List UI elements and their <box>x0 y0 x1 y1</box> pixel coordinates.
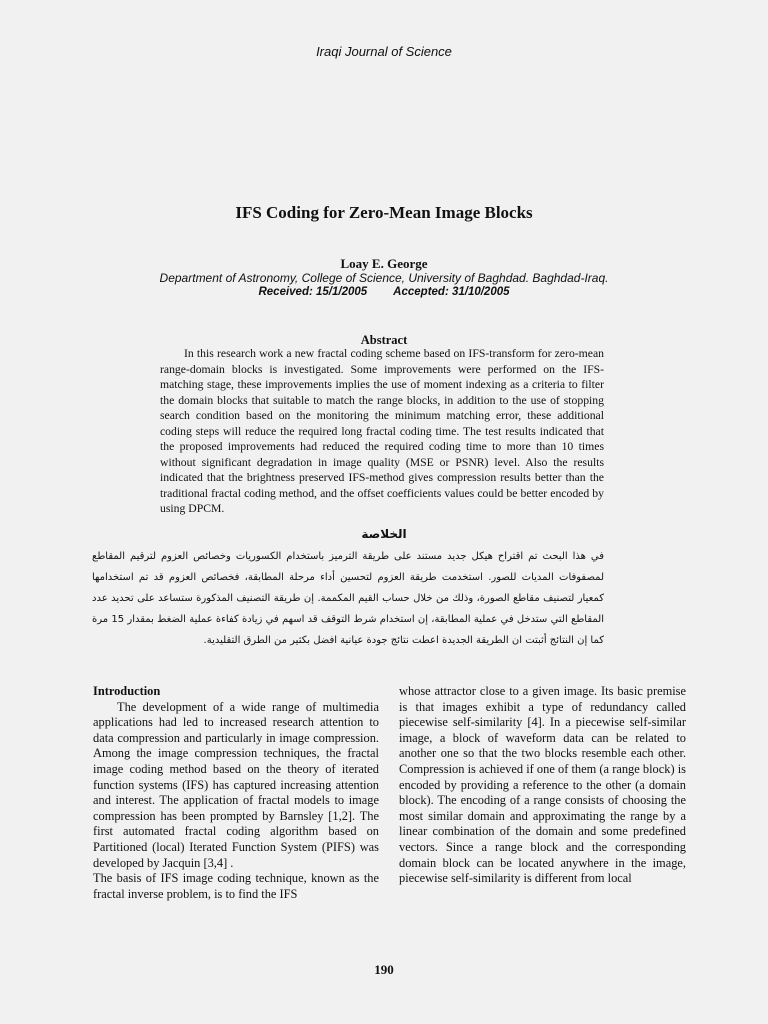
abstract-text: In this research work a new fractal coding scheme based on IFS-transform for zero-mean range-domain blocks is investigated. Some improvements were performed on the IFS-matching stage, these improvements implies the use of moment indexing as a criteria to filter the domain blocks that suitable to match the range blocks, in addition to the use of stopping search condition based on the monitoring the minimum matching error, these additional coding steps will reduce the required long fractal coding time. The test results indicated that the proposed improvements had reduced the required coding time to more than 10 times without significant degradation in image quality (MSE or PSNR) level. Also the results indicated that the brightness preserved IFS-method gives compression results better than the traditional fractal coding method, and the offset coefficients values could be better encoded by using DPCM. <box>160 347 604 515</box>
journal-title: Iraqi Journal of Science <box>316 44 452 59</box>
received-date: Received: 15/1/2005 <box>258 286 368 298</box>
right-column <box>399 684 686 887</box>
accepted-date: Accepted: 31/10/2005 <box>393 286 510 298</box>
left-column <box>93 684 379 902</box>
author-affiliation: Department of Astronomy, College of Science, University of Baghdad. Baghdad-Iraq. <box>159 271 609 285</box>
publication-dates <box>0 286 768 298</box>
author-name: Loay E. George <box>340 256 428 271</box>
introduction-paragraph-2: The basis of IFS image coding technique, known as the fractal inverse problem, is to find the IFS <box>93 871 379 901</box>
introduction-paragraph-1: The development of a wide range of multimedia applications had led to increased research attention to data compression and particularly in image compression. Among the image compression techniques, the fractal image coding method based on the theory of iterated function systems (IFS) has captured increasing attention and interest. The application of fractal models to image compression has been prompted by Barnsley [1,2]. The first automated fractal coding algorithm based on Partitioned (local) Iterated Function System (PIFS) was developed by Jacquin [3,4] . <box>93 699 379 870</box>
abstract-heading: Abstract <box>360 333 408 347</box>
introduction-heading: Introduction <box>93 684 161 698</box>
arabic-abstract-text: في هذا البحث تم اقتراح هيكل جديد مستند على طريقة الترميز باستخدام الكسوريات وخصائص العزوم لترقيم المقاطع لمصفوفات المديات للصور. استخدمت طريقة العزوم لتحسين أداء مرحلة المطابقة، فخصائص العزوم قد تم استخدامها كمعيار لتصنيف مقاطع الصورة، وذلك من خلال حساب القيم المكممة. إن طريقة التصنيف المذكورة ستساعد على تحديد عدد المقاطع التي ستدخل في عملية المطابقة، إن استخدام شرط التوقف قد اسهم في زيادة كفاءة عملية الضغط بمقدار 15 مرة كما إن النتائج أثبتت ان الطريقة الجديدة اعطت نتائج جودة عيانية افضل بكثير من الطرق التقليدية. <box>92 551 605 646</box>
arabic-abstract-heading: الخلاصة <box>361 527 407 541</box>
introduction-paragraph-2-continued: whose attractor close to a given image. Its basic premise is that images exhibit a type of redundancy called piecewise self-similarity [4]. In a piecewise self-similar image, a block of waveform data can be related to another one so that the two blocks resemble each other. Compression is achieved if one of them (a range block) is encoded by providing a reference to the other (a domain block). The encoding of a range consists of choosing the most similar domain and approximating the range by a linear combination of the domain and some predefined vectors. Since a range block and the corresponding domain block can be located anywhere in the image, piecewise self-similarity is different from local <box>399 684 686 886</box>
page-number: 190 <box>374 962 394 977</box>
paper-title: IFS Coding for Zero-Mean Image Blocks <box>235 203 533 222</box>
